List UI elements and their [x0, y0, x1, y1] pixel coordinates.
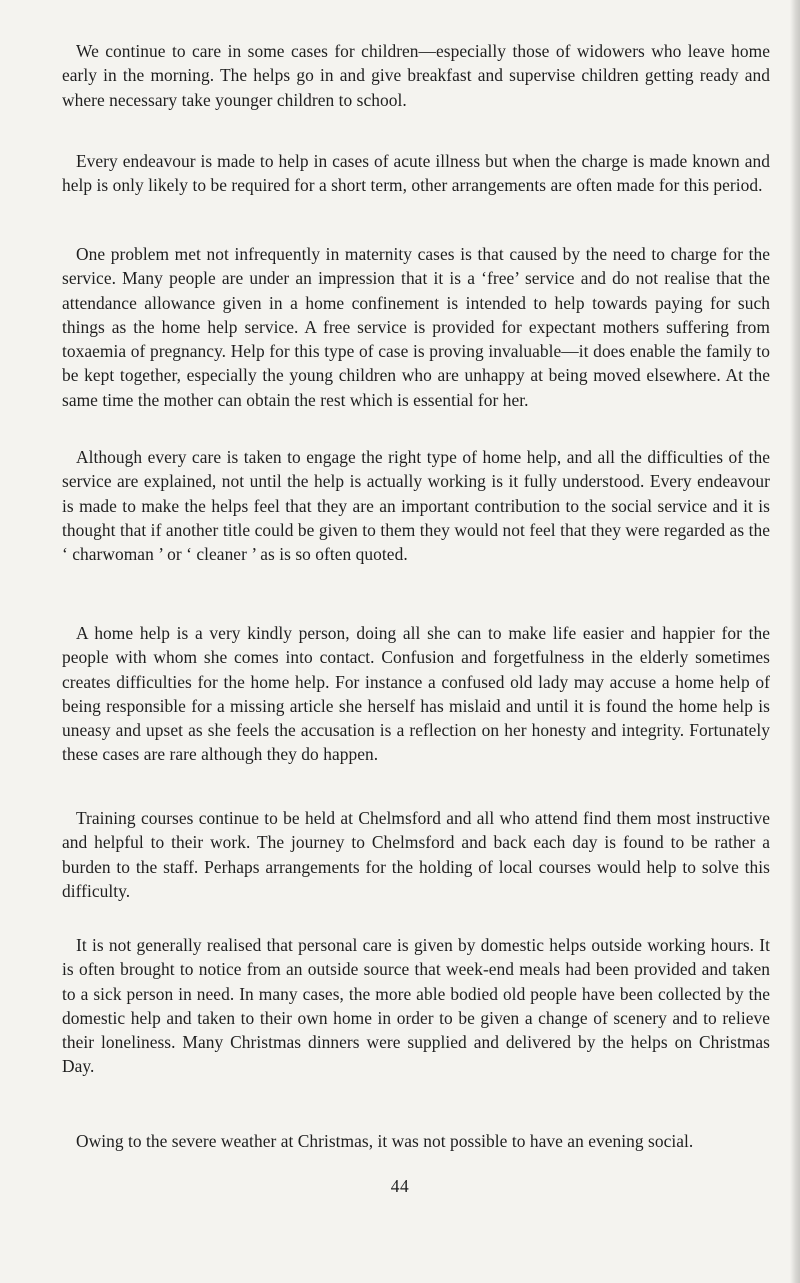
paragraph-personal-care: It is not generally realised that personal care is given by domestic helps outside working hours. It is often brought to notice from an outside source that week-end meals had been provided and taken to a sick person in need. In many cases, the more able bodied old people have been collected by the domestic help and taken to their own home in order to be given a change of scenery and to relieve their loneliness. Many Christmas dinners were supplied and delivered by the helps on Christmas Day.: [62, 935, 770, 1077]
paragraph-children-care: We continue to care in some cases for children—especially those of widowers who leave home early in the morning. The helps go in and give breakfast and supervise children getting ready and where necessary take younger children to school.: [62, 41, 770, 110]
paragraph-kindly-person: A home help is a very kindly person, doing all she can to make life easier and happier for the people with whom she comes into contact. Confusion and forgetfulness in the elderly sometimes creates difficulties for the home help. For instance a confused old lady may accuse a home help of being responsible for a missing article she herself has mislaid and until it is found the home help is uneasy and upset as she feels the accusation is a reflection on her honesty and integrity. Fortunately these cases are rare although they do happen.: [62, 623, 770, 765]
paragraph-maternity: One problem met not infrequently in maternity cases is that caused by the need to charge for the service. Many people are under an impression that it is a ‘free’ service and do not realise that the attendance allowance given in a home confinement is intended to help towards paying for such things as the home help service. A free service is provided for expectant mothers suffering from toxaemia of pregnancy. Help for this type of case is proving invaluable—it does enable the family to be kept together, especially the young children who are unhappy at being moved elsewhere. At the same time the mother can obtain the rest which is essential for her.: [62, 244, 770, 410]
paragraph-training-courses: Training courses continue to be held at Chelmsford and all who attend find them most instructive and helpful to their work. The journey to Chelmsford and back each day is found to be rather a burden to the staff. Perhaps arrangements for the holding of local courses would help to solve this difficulty.: [62, 808, 770, 901]
paragraph-home-help-type: Although every care is taken to engage the right type of home help, and all the difficulties of the service are explained, not until the help is actually working is it fully understood. Every endeavour is made to make the helps feel that they are an important contribution to the social service and it is thought that if another title could be given to them they would not feel that they were regarded as the ‘ charwoman ’ or ‘ cleaner ’ as is so often quoted.: [62, 447, 770, 565]
paragraph-acute-illness: Every endeavour is made to help in cases of acute illness but when the charge is made known and help is only likely to be required for a short term, other arrangements are often made for this period.: [62, 151, 770, 196]
paragraph-christmas-social: Owing to the severe weather at Christmas, it was not possible to have an evening social.: [76, 1131, 694, 1151]
page-edge: [790, 0, 800, 1283]
page-number: 44: [390, 1176, 410, 1196]
